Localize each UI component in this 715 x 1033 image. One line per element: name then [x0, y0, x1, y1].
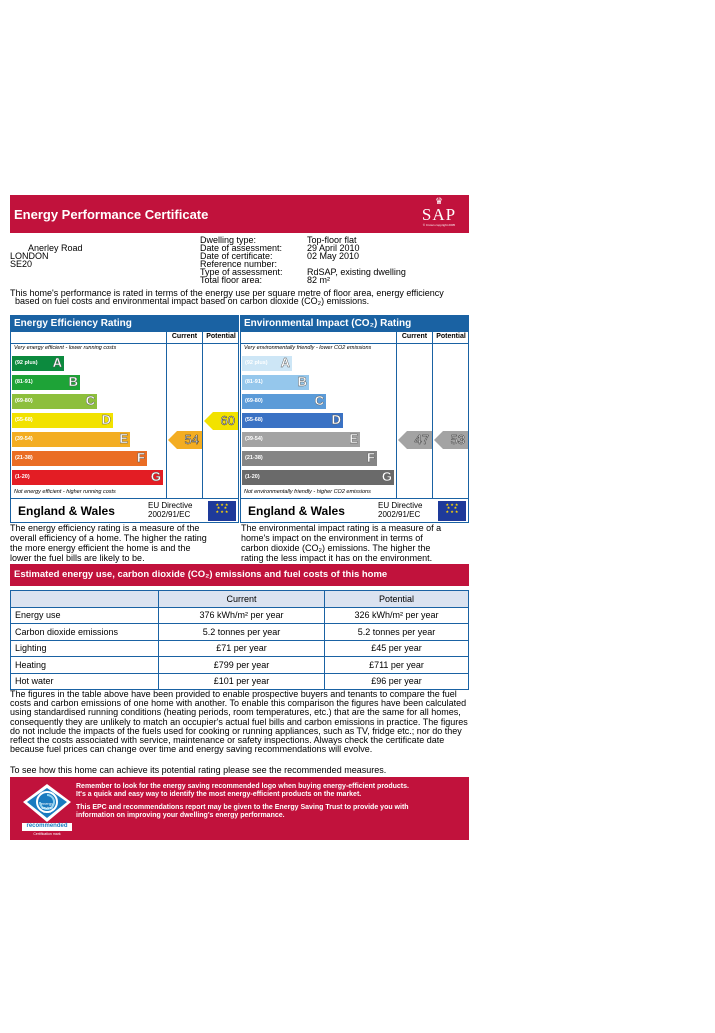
- band-range: (69-80): [15, 398, 33, 404]
- band-range: (92 plus): [15, 360, 38, 366]
- row-label: Lighting: [11, 640, 159, 657]
- efficiency-description-line: the more energy efficient the home is and the: [10, 543, 191, 553]
- detail-label: Dwelling type:: [200, 235, 257, 245]
- logo-inner-text: [36, 802, 58, 814]
- row-label: Heating: [11, 657, 159, 674]
- rating-band: [242, 451, 377, 466]
- footer-divider: [241, 498, 468, 499]
- table-header-current: Current: [159, 591, 325, 608]
- sap-logo-sub: © Crown copyright 2005: [422, 223, 456, 227]
- detail-value: 82 m²: [307, 275, 331, 285]
- rating-band: [242, 432, 360, 447]
- band-range: (92 plus): [245, 360, 268, 366]
- row-potential: 5.2 tonnes per year: [325, 624, 469, 641]
- bottom-hint: Not energy efficient - higher running costs: [14, 489, 116, 495]
- row-current: 376 kWh/m² per year: [159, 607, 325, 624]
- estimated-costs-banner: Estimated energy use, carbon dioxide (CO₂) emissions and fuel costs of this home: [10, 564, 469, 586]
- top-hint: Very energy efficient - lower running costs: [14, 345, 117, 351]
- rating-band: [12, 375, 80, 390]
- band-letter: B: [68, 374, 78, 389]
- band-range: (21-38): [245, 455, 263, 461]
- directive-line-1: EU Directive: [148, 501, 193, 510]
- row-label: Carbon dioxide emissions: [11, 624, 159, 641]
- band-range: (81-91): [15, 379, 33, 385]
- row-label: Energy use: [11, 607, 159, 624]
- row-potential: £96 per year: [325, 673, 469, 690]
- top-hint: Very environmentally friendly - lower CO2 emissions: [244, 345, 372, 351]
- table-row: [11, 673, 469, 690]
- environment-description: [241, 523, 441, 563]
- figures-line: reflect the costs associated with service, maintenance or safety inspections. Always check the certificate date: [10, 735, 445, 746]
- figures-line: do not include the impacts of the fuels used for cooking or running appliances, such as TV, fridge etc.; nor do they: [10, 725, 462, 736]
- bottom-line-1: Remember to look for the energy saving recommended logo when buying energy-efficient products.: [76, 783, 409, 790]
- rating-band: [242, 356, 292, 371]
- rating-band: [242, 394, 326, 409]
- column-header-current: Current: [171, 333, 198, 340]
- efficiency-description: [10, 523, 207, 563]
- logo-sub-label: Certification mark: [33, 832, 61, 836]
- row-potential: £45 per year: [325, 640, 469, 657]
- address-line-2: LONDON: [10, 251, 49, 261]
- potential-rating-pointer: [204, 412, 238, 430]
- column-header-potential: Potential: [206, 333, 236, 340]
- rating-band: [12, 394, 97, 409]
- band-letter: E: [119, 431, 128, 446]
- certificate-header: [10, 195, 469, 233]
- certificate-title: Energy Performance Certificate: [14, 207, 209, 222]
- pointer-value: 54: [184, 431, 199, 447]
- bottom-hint: Not environmentally friendly - higher CO2 emissions: [244, 489, 371, 495]
- band-letter: C: [314, 393, 324, 408]
- band-range: (55-68): [245, 417, 263, 423]
- table-row: [11, 624, 469, 641]
- table-header-blank: [11, 591, 159, 608]
- column-divider: [432, 332, 433, 498]
- table-header-row: [11, 591, 469, 608]
- detail-label: Type of assessment:: [200, 267, 283, 277]
- environmental-impact-rating-chart: [240, 315, 469, 523]
- footer-divider: [11, 498, 238, 499]
- efficiency-description-line: lower the fuel bills are likely to be.: [10, 553, 145, 563]
- rating-box-title: Environmental Impact (CO₂) Rating: [241, 316, 468, 332]
- band-range: (1-20): [245, 474, 260, 480]
- detail-label: Reference number:: [200, 259, 278, 269]
- bottom-line-3: This EPC and recommendations report may be given to the Energy Saving Trust to provide you with: [76, 804, 409, 811]
- band-letter: G: [381, 469, 392, 484]
- environment-description-line: carbon dioxide (CO₂) emissions. The higher the: [241, 543, 431, 553]
- band-range: (39-54): [15, 436, 33, 442]
- detail-value: 02 May 2010: [307, 251, 360, 261]
- band-letter: C: [85, 393, 95, 408]
- crown-icon: ♛: [434, 196, 444, 206]
- band-letter: D: [331, 412, 341, 427]
- band-range: (55-68): [15, 417, 33, 423]
- directive-line-1: EU Directive: [378, 501, 423, 510]
- table-row: [11, 657, 469, 674]
- rating-band: [12, 470, 163, 485]
- detail-label: Total floor area:: [200, 275, 263, 285]
- environment-description-line: home's impact on the environment in terms of: [241, 533, 423, 543]
- current-rating-pointer: [168, 431, 202, 449]
- band-letter: B: [297, 374, 307, 389]
- band-range: (81-91): [245, 379, 263, 385]
- table-row: [11, 640, 469, 657]
- see-measures-text: To see how this home can achieve its potential rating please see the recommended measures.: [10, 765, 387, 775]
- rating-band: [12, 451, 147, 466]
- band-letter: E: [349, 431, 358, 446]
- rating-band: [12, 432, 130, 447]
- detail-label: Date of assessment:: [200, 243, 283, 253]
- band-letter: A: [280, 355, 290, 370]
- estimated-costs-table: [10, 590, 469, 690]
- row-label: Hot water: [11, 673, 159, 690]
- figures-paragraph: [10, 690, 480, 754]
- column-divider: [202, 332, 203, 498]
- environment-description-line: rating the less impact it has on the environment.: [241, 553, 433, 563]
- row-current: £799 per year: [159, 657, 325, 674]
- table-header-potential: Potential: [325, 591, 469, 608]
- figures-line: The figures in the table above have been provided to enable prospective buyers and tenants to compare the fuel: [10, 689, 457, 699]
- rating-band: [12, 356, 64, 371]
- bottom-line-4: information on improving your dwelling's energy performance.: [76, 812, 285, 819]
- band-letter: F: [137, 450, 145, 465]
- column-divider: [396, 332, 397, 498]
- column-header-current: Current: [401, 333, 428, 340]
- directive-line-2: 2002/91/EC: [148, 510, 191, 519]
- table-row: [11, 607, 469, 624]
- pointer-value: 53: [450, 431, 465, 447]
- region-label: England & Wales: [248, 504, 345, 518]
- intro-line-2: based on fuel costs and environmental impact based on carbon dioxide (CO₂) emissions.: [15, 296, 370, 306]
- rating-band: [12, 413, 113, 428]
- potential-rating-pointer: [434, 431, 468, 449]
- sap-logo-text: SAP: [421, 205, 457, 224]
- column-divider: [166, 332, 167, 498]
- logo-line-1: energy saving: [40, 801, 54, 810]
- detail-value: RdSAP, existing dwelling: [307, 267, 406, 277]
- header-divider: [241, 343, 468, 344]
- band-letter: G: [150, 469, 161, 484]
- environment-description-line: The environmental impact rating is a measure of a: [241, 523, 442, 533]
- band-letter: D: [101, 412, 111, 427]
- directive-line-2: 2002/91/EC: [378, 510, 421, 519]
- detail-value: 29 April 2010: [307, 243, 360, 253]
- address-line-1: Anerley Road: [28, 243, 83, 253]
- energy-efficiency-rating-chart: [10, 315, 239, 523]
- detail-label: Date of certificate:: [200, 251, 273, 261]
- band-letter: F: [367, 450, 375, 465]
- energy-saving-recommended-logo: [16, 782, 78, 837]
- row-current: £71 per year: [159, 640, 325, 657]
- row-potential: £711 per year: [325, 657, 469, 674]
- row-potential: 326 kWh/m² per year: [325, 607, 469, 624]
- detail-value: Top-floor flat: [307, 235, 357, 245]
- band-range: (39-54): [245, 436, 263, 442]
- row-current: 5.2 tonnes per year: [159, 624, 325, 641]
- row-current: £101 per year: [159, 673, 325, 690]
- logo-recommended-label: recommended: [26, 823, 68, 829]
- rating-band: [242, 375, 309, 390]
- rating-band: [242, 413, 343, 428]
- energy-saving-trust-banner: [10, 777, 469, 840]
- figures-line: using standardised running conditions (heating periods, room temperatures, etc.) that are the same for all homes,: [10, 707, 461, 718]
- eu-flag-icon: ★ ★ ★ ★ ★ ★ ★ ★: [438, 501, 466, 521]
- band-range: (69-80): [245, 398, 263, 404]
- efficiency-description-line: overall efficiency of a home. The higher the rating: [10, 533, 207, 543]
- rating-band: [242, 470, 394, 485]
- header-divider: [11, 343, 238, 344]
- column-header-potential: Potential: [436, 333, 466, 340]
- band-range: (21-38): [15, 455, 33, 461]
- figures-line: because fuel prices can change over time and energy saving recommendations will evolve.: [10, 744, 373, 755]
- figures-line: costs and carbon emissions of one home with another. To enable this comparison the figures have been calculated: [10, 698, 467, 709]
- logo-line-2: trust: [43, 809, 51, 814]
- rating-box-title: Energy Efficiency Rating: [11, 316, 238, 332]
- pointer-value: 60: [220, 412, 235, 428]
- address-line-3: SE20: [10, 259, 33, 269]
- efficiency-description-line: The energy efficiency rating is a measure of the: [10, 523, 200, 533]
- bottom-line-2: It's a quick and easy way to identify the most energy-efficient products on the market.: [76, 791, 362, 798]
- band-letter: A: [52, 355, 62, 370]
- pointer-value: 47: [414, 431, 429, 447]
- region-label: England & Wales: [18, 504, 115, 518]
- figures-line: consequently they are unlikely to match an occupier's actual fuel bills and carbon emissions in practice. The figures: [10, 716, 468, 727]
- sap-logo: [415, 197, 463, 231]
- band-range: (1-20): [15, 474, 30, 480]
- eu-flag-icon: ★ ★ ★ ★ ★ ★ ★ ★: [208, 501, 236, 521]
- current-rating-pointer: [398, 431, 432, 449]
- intro-line-1: This home's performance is rated in terms of the energy use per square metre of floor area, energy efficiency: [10, 288, 444, 298]
